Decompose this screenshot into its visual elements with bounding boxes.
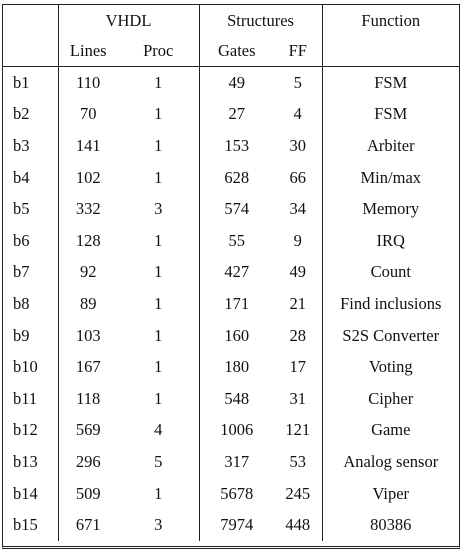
header-ff: FF: [274, 36, 322, 67]
gates-cell: 317: [199, 446, 274, 478]
function-cell: Min/max: [322, 162, 459, 194]
proc-cell: 4: [154, 420, 163, 440]
row-name-cell: b11: [13, 388, 38, 408]
gates-cell: 171: [199, 288, 274, 320]
ff-cell: 5: [293, 72, 302, 92]
function-cell: Count: [322, 257, 459, 289]
function-cell: Game: [322, 415, 459, 447]
lines-cell: 102: [58, 162, 118, 194]
row-name-cell: b8: [13, 293, 30, 313]
gates-cell: 27: [199, 99, 274, 131]
function-cell: Voting: [322, 351, 459, 383]
proc-cell: 1: [154, 262, 163, 282]
ff-cell: 49: [289, 262, 307, 282]
ff-cell: 4: [293, 104, 302, 124]
table-row: [3, 67, 459, 99]
lines-cell: 103: [58, 320, 118, 352]
function-cell: FSM: [322, 67, 459, 99]
gates-cell: 1006: [199, 415, 274, 447]
row-name-cell: b4: [13, 167, 30, 187]
ff-cell: 66: [289, 167, 307, 187]
table-row: [3, 99, 459, 131]
header-corner-cell-2: [3, 36, 58, 67]
function-cell: Find inclusions: [322, 288, 459, 320]
lines-cell: 92: [58, 257, 118, 289]
header-row-groups: [3, 5, 459, 36]
lines-cell: 128: [58, 225, 118, 257]
row-name-cell: b2: [13, 104, 30, 124]
gates-cell: 160: [199, 320, 274, 352]
header-group-vhdl: VHDL: [58, 5, 199, 36]
row-name-cell: b13: [13, 451, 38, 471]
lines-cell: 296: [58, 446, 118, 478]
lines-cell: 110: [58, 67, 118, 99]
row-name-cell: b3: [13, 135, 30, 155]
proc-cell: 5: [154, 451, 163, 471]
table-row: [3, 257, 459, 289]
gates-cell: 7974: [199, 509, 274, 541]
function-cell: FSM: [322, 99, 459, 131]
proc-cell: 3: [154, 515, 163, 535]
proc-cell: 1: [154, 357, 163, 377]
lines-cell: 671: [58, 509, 118, 541]
proc-cell: 1: [154, 230, 163, 250]
row-name-cell: b5: [13, 199, 30, 219]
gates-cell: 180: [199, 351, 274, 383]
header-corner-cell: [3, 5, 58, 36]
ff-cell: 21: [289, 293, 307, 313]
header-function-blank: [322, 36, 459, 67]
table-row: [3, 225, 459, 257]
lines-cell: 89: [58, 288, 118, 320]
function-cell: Cipher: [322, 383, 459, 415]
function-cell: 80386: [322, 509, 459, 541]
lines-cell: 569: [58, 415, 118, 447]
gates-cell: 427: [199, 257, 274, 289]
row-name-cell: b9: [13, 325, 30, 345]
benchmark-table: [2, 4, 460, 549]
table-row: [3, 383, 459, 415]
lines-cell: 509: [58, 478, 118, 510]
ff-cell: 9: [293, 230, 302, 250]
ff-cell: 448: [285, 515, 311, 535]
ff-cell: 17: [289, 357, 307, 377]
proc-cell: 1: [154, 167, 163, 187]
table-row: [3, 509, 459, 541]
lines-cell: 70: [58, 99, 118, 131]
row-name-cell: b7: [13, 262, 30, 282]
benchmark-table-grid: [3, 5, 459, 541]
ff-cell: 53: [289, 451, 307, 471]
table-row: [3, 478, 459, 510]
lines-cell: 332: [58, 193, 118, 225]
table-row: [3, 415, 459, 447]
proc-cell: 1: [154, 135, 163, 155]
ff-cell: 30: [289, 135, 307, 155]
lines-cell: 141: [58, 130, 118, 162]
table-row: [3, 193, 459, 225]
function-cell: S2S Converter: [322, 320, 459, 352]
proc-cell: 3: [154, 199, 163, 219]
row-name-cell: b14: [13, 483, 38, 503]
header-function: Function: [322, 5, 459, 36]
header-group-structures: Structures: [199, 5, 322, 36]
header-gates: Gates: [199, 36, 274, 67]
table-body: [3, 67, 459, 541]
ff-cell: 245: [285, 483, 311, 503]
function-cell: Analog sensor: [322, 446, 459, 478]
function-cell: IRQ: [322, 225, 459, 257]
gates-cell: 153: [199, 130, 274, 162]
lines-cell: 118: [58, 383, 118, 415]
header-row-columns: [3, 36, 459, 67]
proc-cell: 1: [154, 325, 163, 345]
table-row: [3, 288, 459, 320]
table-row: [3, 130, 459, 162]
proc-cell: 1: [154, 293, 163, 313]
function-cell: Arbiter: [322, 130, 459, 162]
ff-cell: 34: [289, 199, 307, 219]
gates-cell: 5678: [199, 478, 274, 510]
table-row: [3, 162, 459, 194]
table-row: [3, 320, 459, 352]
gates-cell: 628: [199, 162, 274, 194]
gates-cell: 574: [199, 193, 274, 225]
function-cell: Memory: [322, 193, 459, 225]
row-name-cell: b1: [13, 72, 30, 92]
table-row: [3, 446, 459, 478]
table-row: [3, 351, 459, 383]
function-cell: Viper: [322, 478, 459, 510]
ff-cell: 121: [285, 420, 311, 440]
ff-cell: 28: [289, 325, 307, 345]
proc-cell: 1: [154, 483, 163, 503]
proc-cell: 1: [154, 388, 163, 408]
gates-cell: 49: [199, 67, 274, 99]
proc-cell: 1: [154, 104, 163, 124]
lines-cell: 167: [58, 351, 118, 383]
gates-cell: 55: [199, 225, 274, 257]
row-name-cell: b10: [13, 357, 38, 377]
proc-cell: 1: [154, 72, 163, 92]
header-proc: Proc: [118, 36, 199, 67]
row-name-cell: b6: [13, 230, 30, 250]
header-lines: Lines: [58, 36, 118, 67]
row-name-cell: b12: [13, 420, 38, 440]
row-name-cell: b15: [13, 515, 38, 535]
gates-cell: 548: [199, 383, 274, 415]
ff-cell: 31: [289, 388, 307, 408]
